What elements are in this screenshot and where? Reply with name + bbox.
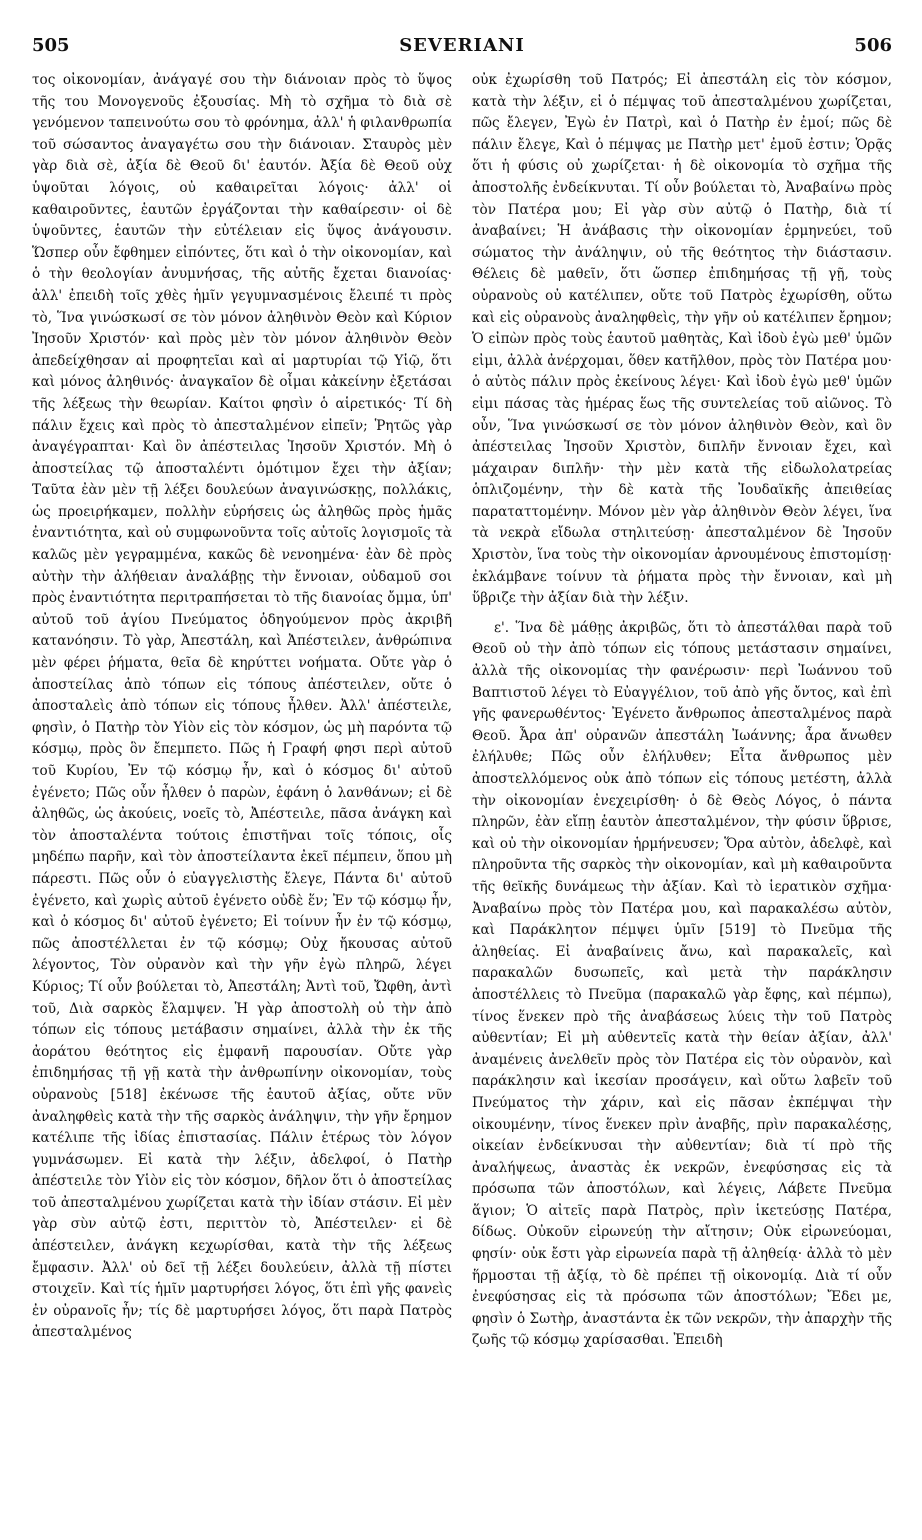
right-column — [472, 70, 892, 1520]
running-title: SEVERIANI — [399, 35, 525, 56]
right-column-paragraph: οὐκ ἐχωρίσθη τοῦ Πατρός; Εἰ ἀπεστάλη εἰς τὸν κόσμον, κατὰ τὴν λέξιν, εἰ ὁ πέμψας τοῦ ἀπεσταλμένου χωρίζεται, πῶς ἔλεγεν, Ἐγὼ ἐν Πατρὶ, καὶ ὁ Πατὴρ ἐν ἐμοί; πῶς δὲ πάλιν ἔλεγε, Καὶ ὁ πέμψας με Πατὴρ μετ' ἐμοῦ ἐστιν; Ὁρᾷς ὅτι ἡ φύσις οὐ χωρίζεται· ἡ δὲ οἰκονομία τὸ σχῆμα τῆς ἀποστολῆς ἐνδείκνυται. Τί οὖν βούλεται τὸ, Ἀναβαίνω πρὸς τὸν Πατέρα μου; Εἰ γὰρ σὺν αὐτῷ ὁ Πατὴρ, διὰ τί ἀναβαίνει; Ἡ ἀνάβασις τὴν οἰκονομίαν ἑρμηνεύει, τοῦ σώματος τὴν ἀνάληψιν, οὐ τῆς θεότητος τὴν διάστασιν. Θέλεις δὲ μαθεῖν, ὅτι ὥσπερ ἐπιδημήσας τῇ γῇ, τοὺς οὐρανοὺς οὐ κατέλιπεν, οὔτε τοῦ Πατρὸς ἐχωρίσθη, οὕτω καὶ εἰς οὐρανοὺς ἀναληφθεὶς, τὴν γῆν οὐ κατέλιπεν ἔρημον; Ὁ εἰπὼν πρὸς τοὺς ἑαυτοῦ μαθητὰς, Καὶ ἰδοὺ ἐγὼ μεθ' ὑμῶν εἰμι, ἀλλὰ ἀνέρχομαι, ὅθεν κατῆλθον, πρὸς τὸν Πατέρα μου· ὁ αὐτὸς πάλιν πρὸς ἐκείνους λέγει· Καὶ ἰδοὺ ἐγὼ μεθ' ὑμῶν εἰμι πάσας τὰς ἡμέρας ἕως τῆς συντελείας τοῦ αἰῶνος. Τὸ οὖν, Ἵνα γινώσκωσί σε τὸν μόνον ἀληθινὸν Θεὸν, καὶ ὃν ἀπέστειλας Ἰησοῦν Χριστὸν, διπλῆν ἔννοιαν ἔχει, καὶ μάχαιραν διπλῆν· τὴν μὲν κατὰ τῆς εἰδωλολατρείας ὁπλιζομένην, τὴν δὲ κατὰ τῆς Ἰουδαϊκῆς ἀπειθείας παραταττομένην. Μόνον μὲν γὰρ ἀληθινὸν Θεὸν λέγει, ἵνα τὰ νεκρὰ εἴδωλα στηλιτεύσῃ· ἀπεσταλμένον δὲ Ἰησοῦν Χριστὸν, ἵνα τοὺς τὴν οἰκονομίαν ἀρνουμένους ἐπιστομίσῃ· ἐκλάμβανε τοίνυν τὰ ῥήματα πρὸς τὴν ἔννοιαν, καὶ μὴ ὕβριζε τὴν ἀξίαν διὰ τὴν λέξιν. — [472, 72, 892, 607]
right-column-paragraph-section-5: ε'. Ἵνα δὲ μάθῃς ἀκριβῶς, ὅτι τὸ ἀπεστάλθαι παρὰ τοῦ Θεοῦ οὐ τὴν ἀπὸ τόπων εἰς τόπους μετάστασιν σημαίνει, ἀλλὰ τῆς οἰκονομίας τὴν φανέρωσιν· περὶ Ἰωάννου τοῦ Βαπτιστοῦ λέγει τὸ Εὐαγγέλιον, τοῦ ἀπὸ γῆς ὄντος, καὶ ἐπὶ γῆς φανερωθέντος· Ἐγένετο ἄνθρωπος ἀπεσταλμένος παρὰ Θεοῦ. Ἆρα ἀπ' οὐρανῶν ἀπεστάλη Ἰωάννης; ἆρα ἄνωθεν ἐλήλυθε; Πῶς οὖν ἐλήλυθεν; Εἶτα ἄνθρωπος μὲν ἀποστελλόμενος οὐκ ἀπὸ τόπων εἰς τόπους μετέστη, ἀλλὰ τὴν οἰκονομίαν ἐνεχειρίσθη· ὁ δὲ Θεὸς Λόγος, ὁ πάντα πληρῶν, ἐὰν εἴπῃ ἑαυτὸν ἀπεσταλμένον, τὴν φύσιν ὕβρισε, καὶ οὐ τὴν οἰκονομίαν ἡρμήνευσεν; Ὅρα αὐτὸν, ἀδελφὲ, καὶ πληροῦντα τῆς σαρκὸς τὴν οἰκονομίαν, καὶ μὴ καθαιροῦντα τῆς θεϊκῆς δυνάμεως τὴν ἀξίαν. Καὶ τὸ ἱερατικὸν σχῆμα· Ἀναβαίνω πρὸς τὸν Πατέρα μου, καὶ παρακαλέσω αὐτὸν, καὶ Παράκλητον πέμψει ὑμῖν [519] τὸ Πνεῦμα τῆς ἀληθείας. Εἰ ἀναβαίνεις ἄνω, καὶ παρακαλεῖς, καὶ παρακαλῶν δυσωπεῖς, καὶ μετὰ τὴν παράκλησιν ἀποστέλλεις τὸ Πνεῦμα (παρακαλῶ γὰρ ἔφης, καὶ πέμπω), τίνος ἕνεκεν πρὸ τῆς ἀναβάσεως λύεις τὴν τοῦ Πατρὸς αὐθεντίαν; Εἰ μὴ αὐθεντεῖς κατὰ τὴν θείαν ἀξίαν, ἀλλ' ἀναμένεις ἀνελθεῖν πρὸς τὸν Πατέρα εἰς τὸν οὐρανὸν, καὶ παράκλησιν καὶ ἱκεσίαν προσάγειν, καὶ οὕτω λαβεῖν τοῦ Πνεύματος τὴν χάριν, καὶ εἰς πᾶσαν ἐκπέμψαι τὴν οἰκουμένην, τίνος ἕνεκεν πρὶν ἀναβῆς, πρὶν παρακαλέσῃς, οἰκείαν ἐνδείκνυσαι τὴν αὐθεντίαν; διὰ τί πρὸ τῆς ἀναλήψεως, ἀναστὰς ἐκ νεκρῶν, ἐνεφύσησας εἰς τὰ πρόσωπα τῶν ἀποστόλων, καὶ λέγεις, Λάβετε Πνεῦμα ἅγιον; Ὁ αἰτεῖς παρὰ Πατρὸς, πρὶν ἱκετεύσῃς Πατέρα, δίδως. Οὐκοῦν εἰρωνεύῃ τὴν αἴτησιν; Οὐκ εἰρωνεύομαι, φησίν· οὐκ ἔστι γὰρ εἰρωνεία παρὰ τῇ ἀληθείᾳ· ἀλλὰ τὸ μὲν ἥρμοσται τῇ ἀξίᾳ, τὸ δὲ πρέπει τῇ οἰκονομίᾳ. Διὰ τί οὖν ἐνεφύσησας εἰς τὰ πρόσωπα τῶν ἀποστόλων; Ἔδει με, φησὶν ὁ Σωτὴρ, ἀναστάντα ἐκ τῶν νεκρῶν, τὴν ἀπαρχὴν τῆς ζωῆς τῷ κόσμῳ χαρίσασθαι. Ἐπειδὴ — [472, 619, 892, 1349]
page-number-right: 506 — [854, 35, 892, 56]
left-column — [32, 70, 452, 1520]
page-number-left: 505 — [32, 35, 70, 56]
page-header — [32, 34, 892, 58]
left-column-paragraph: τος οἰκονομίαν, ἀνάγαγέ σου τὴν διάνοιαν πρὸς τὸ ὕψος τῆς του Μονογενοῦς ἐξουσίας. Μὴ τὸ σχῆμα τὸ διὰ σὲ γενόμενον ταπεινούτω σου τὸ φρόνημα, ἀλλ' ἡ φιλανθρωπία τοῦ σώσαντος ἀναγαγέτω σου τὴν διάνοιαν. Σταυρὸς μὲν γὰρ διὰ σὲ, ἀξία δὲ Θεοῦ δι' ἑαυτόν. Ἀξία δὲ Θεοῦ οὐχ ὑψοῦται λόγοις, οὐ καθαιρεῖται λόγοις· ἀλλ' οἱ καθαιροῦντες, ἑαυτῶν ἐργάζονται τὴν καθαίρεσιν· οἱ δὲ ὑψοῦντες, ἑαυτῶν τὴν εὐτέλειαν εἰς ὕψος ἀνάγουσιν. Ὥσπερ οὖν ἔφθημεν εἰπόντες, ὅτι καὶ ὁ τὴν οἰκονομίαν, καὶ ὁ τὴν θεολογίαν ἀνυμνήσας, τῆς αὐτῆς ἔχεται διανοίας· ἀλλ' ἐπειδὴ τοῖς χθὲς ἡμῖν γεγυμνασμένοις ἔλειπέ τι πρὸς τὸ, Ἵνα γινώσκωσί σε τὸν μόνον ἀληθινὸν Θεὸν καὶ Κύριον Ἰησοῦν Χριστόν· καὶ πρὸς μὲν τὸν μόνον ἀληθινὸν Θεὸν ἀπεδείχθησαν αἱ προφητεῖαι καὶ αἱ μαρτυρίαι τῷ Υἱῷ, ὅτι καὶ μόνος ἀληθινός· ἀναγκαῖον δὲ οἶμαι κἀκείνην ἐξετάσαι τῆς λέξεως τὴν θεωρίαν. Καίτοι φησὶν ὁ αἱρετικός· Τί δὴ πάλιν ἔχεις καὶ πρὸς τὸ ἀπεσταλμένον εἰπεῖν; Ῥητῶς γὰρ ἀναγέγραπται· Καὶ ὃν ἀπέστειλας Ἰησοῦν Χριστόν. Μὴ ὁ ἀποστείλας τῷ ἀποσταλέντι ὁμότιμον ἔχει τὴν ἀξίαν; Ταῦτα ἐὰν μὲν τῇ λέξει δουλεύων ἀναγινώσκῃς, πολλάκις, ὡς προειρήκαμεν, πολλὴν εὑρήσεις ὡς ἀληθῶς πρὸς ἡμᾶς ἐναντιότητα, καὶ οὐ συμφωνοῦντα τοῖς αὐτοῖς λογισμοῖς τὰ καλῶς μὲν γεγραμμένα, κακῶς δὲ νενοημένα· ἐὰν δὲ πρὸς αὐτὴν τὴν ἀλήθειαν ἀναλάβῃς τὴν ἔννοιαν, οὐδαμοῦ σοι πρὸς ἐναντιότητα περιτραπήσεται τὸ τῆς διανοίας ὄμμα, ὑπ' αὐτοῦ τοῦ ἁγίου Πνεύματος ὁδηγούμενον πρὸς ἀκριβῆ κατανόησιν. Τὸ γὰρ, Ἀπεστάλη, καὶ Ἀπέστειλεν, ἀνθρώπινα μὲν φέρει ῥήματα, θεῖα δὲ κηρύττει νοήματα. Οὔτε γὰρ ὁ ἀποστείλας ἀπὸ τόπων εἰς τόπους ἀπέστειλεν, οὔτε ὁ ἀποσταλεὶς ἀπὸ τόπων εἰς τόπους ἦλθεν. Ἀλλ' ἀπέστειλε, φησὶν, ὁ Πατὴρ τὸν Υἱὸν εἰς τὸν κόσμον, ὡς μὴ παρόντα τῷ κόσμῳ, πρὸς ὃν ἔπεμπετο. Πῶς ἡ Γραφή φησι περὶ αὐτοῦ τοῦ Κυρίου, Ἐν τῷ κόσμῳ ἦν, καὶ ὁ κόσμος δι' αὐτοῦ ἐγένετο; Πῶς οὖν ἦλθεν ὁ παρὼν, ἐφάνη ὁ λανθάνων; εἰ δὲ ἀληθῶς, ὡς ἀκούεις, νοεῖς τὸ, Ἀπέστειλε, πᾶσα ἀνάγκη καὶ τὸν ἀποσταλέντα τούτοις ἐπιστῆναι τοῖς τόποις, οἷς μηδέπω παρῆν, καὶ τὸν ἀποστείλαντα ἐκεῖ πέμπειν, ὅπου μὴ πάρεστι. Πῶς οὖν ὁ εὐαγγελιστὴς ἔλεγε, Πάντα δι' αὐτοῦ ἐγένετο, καὶ χωρὶς αὐτοῦ ἐγένετο οὐδὲ ἕν; Ἐν τῷ κόσμῳ ἦν, καὶ ὁ κόσμος δι' αὐτοῦ ἐγένετο; Εἰ τοίνυν ἦν ἐν τῷ κόσμῳ, πῶς ἀποστέλλεται ἐν τῷ κόσμῳ; Οὐχ ἤκουσας αὐτοῦ λέγοντος, Τὸν οὐρανὸν καὶ τὴν γῆν ἐγὼ πληρῶ, λέγει Κύριος; Τί οὖν βούλεται τὸ, Ἀπεστάλη; Ἀντὶ τοῦ, Ὤφθη, ἀντὶ τοῦ, Διὰ σαρκὸς ἔλαμψεν. Ἡ γὰρ ἀποστολὴ οὐ τὴν ἀπὸ τόπων εἰς τόπους μετάβασιν σημαίνει, ἀλλὰ τὴν ἐκ τῆς ἀοράτου θεότητος εἰς ἐμφανῆ παρουσίαν. Οὔτε γὰρ ἐπιδημήσας τῇ γῇ κατὰ τὴν ἀνθρωπίνην οἰκονομίαν, τοὺς οὐρανοὺς [518] ἐκένωσε τῆς ἑαυτοῦ ἀξίας, οὔτε νῦν ἀναληφθεὶς κατὰ τὴν τῆς σαρκὸς ἀνάληψιν, τὴν γῆν ἔρημον κατέλιπε τῆς ἰδίας ἐπιστασίας. Πάλιν ἑτέρως τὸν λόγον γυμνάσωμεν. Εἰ κατὰ τὴν λέξιν, ἀδελφοί, ὁ Πατὴρ ἀπέστειλε τὸν Υἱὸν εἰς τὸν κόσμον, δῆλον ὅτι ὁ ἀποστείλας τοῦ ἀπεσταλμένου χωρίζεται κατὰ τὴν ἰδίαν στάσιν. Εἰ μὲν γὰρ σὺν αὐτῷ ἐστι, περιττὸν τὸ, Ἀπέστειλεν· εἰ δὲ ἀπέστειλεν, ἀνάγκη κεχωρίσθαι, κατὰ τὴν τῆς λέξεως ἔμφασιν. Ἀλλ' οὐ δεῖ τῇ λέξει δουλεύειν, ἀλλὰ τῇ πίστει στοιχεῖν. Καὶ τίς ἡμῖν μαρτυρήσει λόγος, ὅτι ἐπὶ γῆς φανεὶς ἐν οὐρανοῖς ἦν; τίς δὲ μαρτυρήσει λόγος, ὅτι παρὰ Πατρὸς ἀπεσταλμένος — [32, 72, 452, 1341]
